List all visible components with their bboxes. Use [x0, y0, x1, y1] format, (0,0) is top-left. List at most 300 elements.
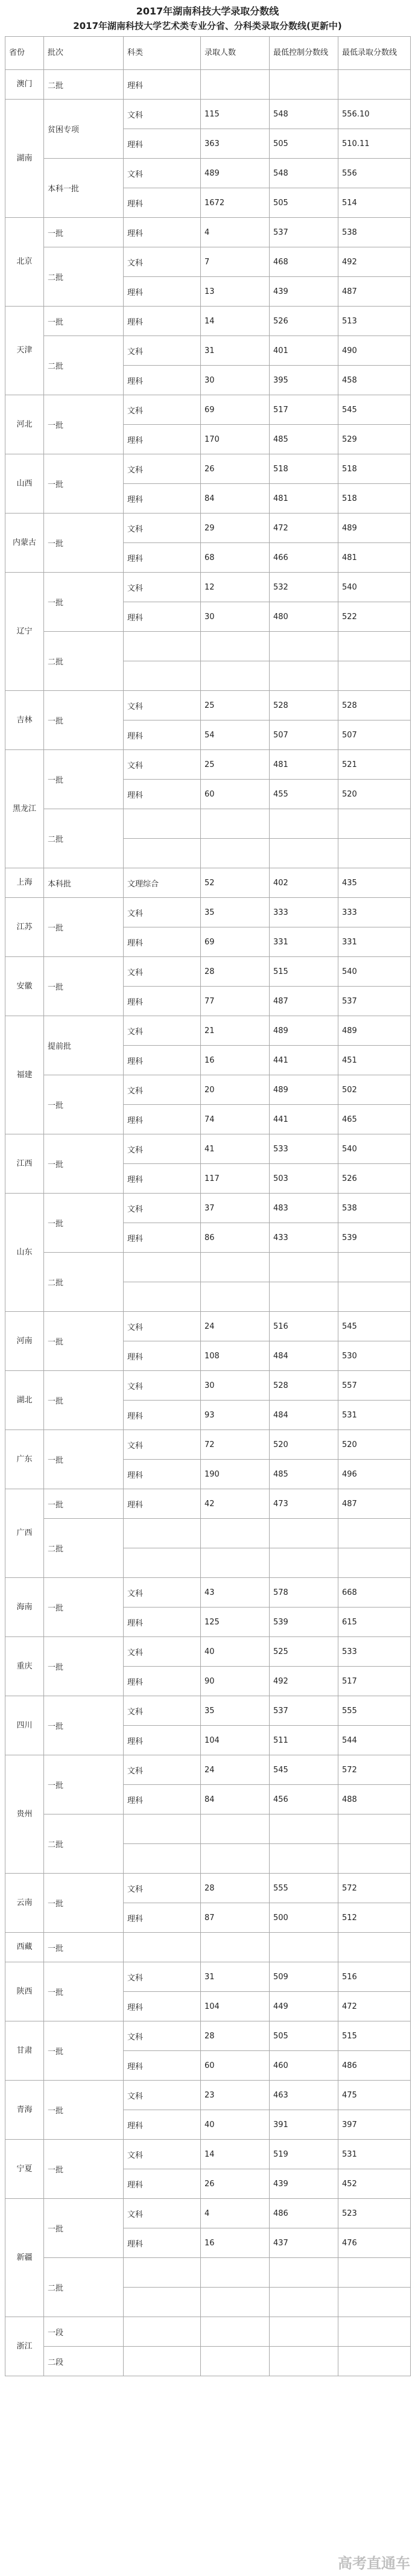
- enrolled-cell: [201, 839, 270, 868]
- control-line-cell: 528: [270, 1371, 338, 1401]
- batch-cell: 一批: [44, 1755, 124, 1814]
- subject-cell: 理科: [124, 1460, 201, 1489]
- table-row: [5, 1519, 411, 1548]
- min-score-cell: 540: [338, 1134, 411, 1164]
- min-score-cell: 668: [338, 1578, 411, 1608]
- control-line-cell: 437: [270, 2228, 338, 2258]
- control-line-cell: 516: [270, 1312, 338, 1341]
- control-line-cell: 401: [270, 336, 338, 366]
- min-score-cell: [338, 1814, 411, 1844]
- batch-cell: 一批: [44, 454, 124, 514]
- min-score-cell: 331: [338, 927, 411, 957]
- control-line-cell: [270, 1844, 338, 1874]
- subject-cell: [124, 1814, 201, 1844]
- subject-cell: 理科: [124, 425, 201, 454]
- control-line-cell: 525: [270, 1637, 338, 1667]
- enrolled-cell: 87: [201, 1903, 270, 1933]
- control-line-cell: 460: [270, 2051, 338, 2081]
- subject-cell: 理科: [124, 277, 201, 307]
- batch-cell: 二批: [44, 247, 124, 307]
- enrolled-cell: 60: [201, 780, 270, 809]
- subject-cell: 理科: [124, 1667, 201, 1696]
- enrolled-cell: 29: [201, 514, 270, 543]
- control-line-cell: [270, 1519, 338, 1548]
- enrolled-cell: 21: [201, 1016, 270, 1046]
- table-row: [5, 1962, 411, 1992]
- batch-cell: 一批: [44, 1962, 124, 2021]
- province-cell: 福建: [5, 1016, 44, 1134]
- enrolled-cell: [201, 2288, 270, 2317]
- control-line-cell: [270, 1814, 338, 1844]
- min-score-cell: 572: [338, 1755, 411, 1785]
- table-row: [5, 2140, 411, 2169]
- control-line-cell: 492: [270, 1667, 338, 1696]
- province-cell: 重庆: [5, 1637, 44, 1696]
- subject-cell: 理科: [124, 366, 201, 395]
- min-score-cell: 475: [338, 2081, 411, 2110]
- enrolled-cell: 40: [201, 1637, 270, 1667]
- min-score-cell: 520: [338, 1430, 411, 1460]
- subject-cell: 理科: [124, 1608, 201, 1637]
- subject-cell: 文科: [124, 159, 201, 188]
- control-line-cell: 503: [270, 1164, 338, 1194]
- control-line-cell: [270, 2347, 338, 2376]
- province-cell: 四川: [5, 1696, 44, 1755]
- table-row: [5, 2021, 411, 2051]
- batch-cell: 一批: [44, 750, 124, 809]
- batch-cell: 提前批: [44, 1016, 124, 1075]
- province-cell: 河南: [5, 1312, 44, 1371]
- subject-cell: 文科: [124, 2199, 201, 2228]
- min-score-cell: 545: [338, 1312, 411, 1341]
- enrolled-cell: [201, 2317, 270, 2347]
- enrolled-cell: [201, 1519, 270, 1548]
- subject-cell: 理科: [124, 987, 201, 1016]
- batch-cell: 二批: [44, 70, 124, 100]
- enrolled-cell: 108: [201, 1341, 270, 1371]
- control-line-cell: 449: [270, 1992, 338, 2021]
- control-line-cell: [270, 1282, 338, 1312]
- control-line-cell: 455: [270, 780, 338, 809]
- subject-cell: 理科: [124, 2169, 201, 2199]
- control-line-cell: [270, 1933, 338, 1962]
- min-score-cell: 490: [338, 336, 411, 366]
- province-cell: 黑龙江: [5, 750, 44, 868]
- table-row: [5, 1253, 411, 1282]
- province-cell: 安徽: [5, 957, 44, 1016]
- min-score-cell: 517: [338, 1667, 411, 1696]
- province-cell: 北京: [5, 218, 44, 307]
- province-cell: 湖南: [5, 100, 44, 218]
- subject-cell: 理科: [124, 1992, 201, 2021]
- enrolled-cell: 31: [201, 336, 270, 366]
- subject-cell: 文科: [124, 2081, 201, 2110]
- enrolled-cell: [201, 2258, 270, 2288]
- batch-cell: 一批: [44, 514, 124, 573]
- header-min-score: 最低录取分数线: [338, 37, 411, 70]
- enrolled-cell: 30: [201, 1371, 270, 1401]
- control-line-cell: 333: [270, 898, 338, 927]
- enrolled-cell: 40: [201, 2110, 270, 2140]
- enrolled-cell: 52: [201, 868, 270, 898]
- min-score-cell: 540: [338, 573, 411, 602]
- table-row: [5, 1933, 411, 1962]
- table-row: [5, 2081, 411, 2110]
- subject-cell: 文科: [124, 1696, 201, 1726]
- enrolled-cell: 35: [201, 898, 270, 927]
- enrolled-cell: 43: [201, 1578, 270, 1608]
- enrolled-cell: 28: [201, 957, 270, 987]
- enrolled-cell: 37: [201, 1194, 270, 1223]
- min-score-cell: 540: [338, 957, 411, 987]
- batch-cell: 一批: [44, 218, 124, 247]
- batch-cell: 一批: [44, 2199, 124, 2258]
- control-line-cell: [270, 632, 338, 661]
- subject-cell: 文科: [124, 100, 201, 129]
- enrolled-cell: 28: [201, 1874, 270, 1903]
- table-row: [5, 868, 411, 898]
- subject-cell: 理科: [124, 1401, 201, 1430]
- min-score-cell: 435: [338, 868, 411, 898]
- subject-cell: 理科: [124, 1903, 201, 1933]
- admission-score-table: [5, 36, 411, 2376]
- control-line-cell: 500: [270, 1903, 338, 1933]
- enrolled-cell: 69: [201, 927, 270, 957]
- header-subject: 科类: [124, 37, 201, 70]
- subject-cell: 文科: [124, 1312, 201, 1341]
- subject-cell: 文科: [124, 336, 201, 366]
- control-line-cell: 485: [270, 1460, 338, 1489]
- table-row: [5, 1371, 411, 1401]
- subject-cell: 文科: [124, 247, 201, 277]
- enrolled-cell: [201, 1933, 270, 1962]
- subject-cell: [124, 1519, 201, 1548]
- province-cell: 江西: [5, 1134, 44, 1194]
- enrolled-cell: [201, 70, 270, 100]
- enrolled-cell: 84: [201, 1785, 270, 1814]
- enrolled-cell: [201, 2347, 270, 2376]
- subject-cell: 文科: [124, 1962, 201, 1992]
- batch-cell: 一批: [44, 395, 124, 454]
- province-cell: 海南: [5, 1578, 44, 1637]
- province-cell: 青海: [5, 2081, 44, 2140]
- min-score-cell: [338, 70, 411, 100]
- enrolled-cell: 115: [201, 100, 270, 129]
- table-row: [5, 2347, 411, 2376]
- subject-cell: 文科: [124, 395, 201, 425]
- batch-cell: 一批: [44, 1430, 124, 1489]
- subject-cell: 理科: [124, 1105, 201, 1134]
- enrolled-cell: 20: [201, 1075, 270, 1105]
- enrolled-cell: 93: [201, 1401, 270, 1430]
- subject-cell: 文科: [124, 454, 201, 484]
- batch-cell: 二批: [44, 809, 124, 868]
- control-line-cell: 520: [270, 1430, 338, 1460]
- enrolled-cell: 14: [201, 307, 270, 336]
- control-line-cell: 395: [270, 366, 338, 395]
- subject-cell: 文科: [124, 1194, 201, 1223]
- enrolled-cell: 31: [201, 1962, 270, 1992]
- province-cell: 广东: [5, 1430, 44, 1489]
- province-cell: 天津: [5, 307, 44, 395]
- enrolled-cell: 24: [201, 1755, 270, 1785]
- control-line-cell: 537: [270, 1696, 338, 1726]
- enrolled-cell: 190: [201, 1460, 270, 1489]
- enrolled-cell: [201, 1253, 270, 1282]
- control-line-cell: 518: [270, 454, 338, 484]
- min-score-cell: [338, 1282, 411, 1312]
- control-line-cell: 486: [270, 2199, 338, 2228]
- subject-cell: 理科: [124, 1341, 201, 1371]
- min-score-cell: 510.11: [338, 129, 411, 159]
- batch-cell: 一批: [44, 1134, 124, 1194]
- table-row: [5, 898, 411, 927]
- subject-cell: 文科: [124, 1134, 201, 1164]
- control-line-cell: 526: [270, 307, 338, 336]
- enrolled-cell: 41: [201, 1134, 270, 1164]
- control-line-cell: [270, 2317, 338, 2347]
- header-batch: 批次: [44, 37, 124, 70]
- table-row: [5, 573, 411, 602]
- subject-cell: 理科: [124, 70, 201, 100]
- batch-cell: 一批: [44, 2081, 124, 2140]
- min-score-cell: 544: [338, 1726, 411, 1755]
- control-line-cell: 441: [270, 1105, 338, 1134]
- subject-cell: 理科: [124, 780, 201, 809]
- control-line-cell: [270, 1253, 338, 1282]
- province-cell: 贵州: [5, 1755, 44, 1874]
- province-cell: 湖北: [5, 1371, 44, 1430]
- subject-cell: 文科: [124, 1578, 201, 1608]
- control-line-cell: 439: [270, 2169, 338, 2199]
- control-line-cell: 484: [270, 1401, 338, 1430]
- subject-cell: [124, 661, 201, 691]
- min-score-cell: 516: [338, 1962, 411, 1992]
- min-score-cell: 557: [338, 1371, 411, 1401]
- min-score-cell: 539: [338, 1223, 411, 1253]
- table-row: [5, 1874, 411, 1903]
- control-line-cell: 481: [270, 484, 338, 514]
- batch-cell: 二批: [44, 1253, 124, 1312]
- control-line-cell: 489: [270, 1016, 338, 1046]
- batch-cell: 一批: [44, 691, 124, 750]
- enrolled-cell: 23: [201, 2081, 270, 2110]
- min-score-cell: 496: [338, 1460, 411, 1489]
- control-line-cell: 331: [270, 927, 338, 957]
- min-score-cell: 397: [338, 2110, 411, 2140]
- province-cell: 内蒙古: [5, 514, 44, 573]
- control-line-cell: 505: [270, 2021, 338, 2051]
- subject-cell: 理科: [124, 1223, 201, 1253]
- min-score-cell: 533: [338, 1637, 411, 1667]
- control-line-cell: 511: [270, 1726, 338, 1755]
- subject-cell: 文科: [124, 1075, 201, 1105]
- table-row: [5, 70, 411, 100]
- min-score-cell: 545: [338, 395, 411, 425]
- batch-cell: 二批: [44, 1519, 124, 1578]
- min-score-cell: 537: [338, 987, 411, 1016]
- enrolled-cell: 68: [201, 543, 270, 573]
- min-score-cell: 492: [338, 247, 411, 277]
- province-cell: 浙江: [5, 2317, 44, 2376]
- enrolled-cell: 16: [201, 1046, 270, 1075]
- min-score-cell: 488: [338, 1785, 411, 1814]
- min-score-cell: [338, 809, 411, 839]
- min-score-cell: [338, 2258, 411, 2288]
- min-score-cell: 520: [338, 780, 411, 809]
- subject-cell: 文科: [124, 2021, 201, 2051]
- subject-cell: [124, 1253, 201, 1282]
- subject-cell: 文科: [124, 1371, 201, 1401]
- enrolled-cell: 12: [201, 573, 270, 602]
- batch-cell: 一批: [44, 1371, 124, 1430]
- subject-cell: [124, 1844, 201, 1874]
- enrolled-cell: 35: [201, 1696, 270, 1726]
- province-cell: 广西: [5, 1489, 44, 1578]
- control-line-cell: 548: [270, 159, 338, 188]
- enrolled-cell: [201, 1548, 270, 1578]
- enrolled-cell: 26: [201, 454, 270, 484]
- min-score-cell: 502: [338, 1075, 411, 1105]
- table-row: [5, 1016, 411, 1046]
- enrolled-cell: 28: [201, 2021, 270, 2051]
- control-line-cell: 391: [270, 2110, 338, 2140]
- batch-cell: 二段: [44, 2347, 124, 2376]
- province-cell: 辽宁: [5, 573, 44, 691]
- enrolled-cell: 4: [201, 218, 270, 247]
- subject-cell: 理科: [124, 484, 201, 514]
- table-row: [5, 1489, 411, 1519]
- table-body: [5, 70, 411, 2376]
- control-line-cell: 578: [270, 1578, 338, 1608]
- control-line-cell: 528: [270, 691, 338, 720]
- min-score-cell: 555: [338, 1696, 411, 1726]
- province-cell: 宁夏: [5, 2140, 44, 2199]
- min-score-cell: 487: [338, 1489, 411, 1519]
- min-score-cell: 572: [338, 1874, 411, 1903]
- control-line-cell: 515: [270, 957, 338, 987]
- control-line-cell: 509: [270, 1962, 338, 1992]
- batch-cell: 一批: [44, 957, 124, 1016]
- min-score-cell: 528: [338, 691, 411, 720]
- subject-cell: 文科: [124, 957, 201, 987]
- control-line-cell: [270, 2258, 338, 2288]
- enrolled-cell: 77: [201, 987, 270, 1016]
- min-score-cell: 465: [338, 1105, 411, 1134]
- enrolled-cell: [201, 1282, 270, 1312]
- enrolled-cell: 117: [201, 1164, 270, 1194]
- table-row: [5, 1075, 411, 1105]
- subject-cell: 理科: [124, 307, 201, 336]
- min-score-cell: 521: [338, 750, 411, 780]
- enrolled-cell: 69: [201, 395, 270, 425]
- min-score-cell: 472: [338, 1992, 411, 2021]
- table-row: [5, 1134, 411, 1164]
- control-line-cell: 545: [270, 1755, 338, 1785]
- batch-cell: 一段: [44, 2317, 124, 2347]
- control-line-cell: [270, 70, 338, 100]
- control-line-cell: 555: [270, 1874, 338, 1903]
- min-score-cell: [338, 1844, 411, 1874]
- province-cell: 山东: [5, 1194, 44, 1312]
- province-cell: 陕西: [5, 1962, 44, 2021]
- enrolled-cell: 16: [201, 2228, 270, 2258]
- control-line-cell: 537: [270, 218, 338, 247]
- min-score-cell: 529: [338, 425, 411, 454]
- enrolled-cell: [201, 1844, 270, 1874]
- batch-cell: 一批: [44, 1312, 124, 1371]
- batch-cell: 一批: [44, 1874, 124, 1933]
- subject-cell: 文科: [124, 1430, 201, 1460]
- province-cell: 新疆: [5, 2199, 44, 2317]
- enrolled-cell: 489: [201, 159, 270, 188]
- subject-cell: 理科: [124, 602, 201, 632]
- enrolled-cell: [201, 661, 270, 691]
- header-enrolled: 录取人数: [201, 37, 270, 70]
- min-score-cell: [338, 839, 411, 868]
- enrolled-cell: 363: [201, 129, 270, 159]
- control-line-cell: 505: [270, 188, 338, 218]
- control-line-cell: 484: [270, 1341, 338, 1371]
- enrolled-cell: 30: [201, 366, 270, 395]
- subject-cell: 理科: [124, 188, 201, 218]
- table-row: [5, 218, 411, 247]
- control-line-cell: 441: [270, 1046, 338, 1075]
- control-line-cell: [270, 2288, 338, 2317]
- subject-cell: 理科: [124, 720, 201, 750]
- min-score-cell: 333: [338, 898, 411, 927]
- header-control-line: 最低控制分数线: [270, 37, 338, 70]
- subject-cell: [124, 2258, 201, 2288]
- table-row: [5, 1312, 411, 1341]
- table-row: [5, 307, 411, 336]
- enrolled-cell: 25: [201, 691, 270, 720]
- control-line-cell: 548: [270, 100, 338, 129]
- document-subtitle: 2017年湖南科技大学艺术类专业分省、分科类录取分数线(更新中): [73, 21, 342, 31]
- subject-cell: 理科: [124, 1489, 201, 1519]
- control-line-cell: [270, 839, 338, 868]
- province-cell: 云南: [5, 1874, 44, 1933]
- province-cell: 甘肃: [5, 2021, 44, 2081]
- subject-cell: 理科: [124, 543, 201, 573]
- min-score-cell: 452: [338, 2169, 411, 2199]
- subject-cell: [124, 2317, 201, 2347]
- control-line-cell: 539: [270, 1608, 338, 1637]
- batch-cell: 一批: [44, 2021, 124, 2081]
- subject-cell: 文科: [124, 1755, 201, 1785]
- table-row: [5, 1755, 411, 1785]
- table-row: [5, 159, 411, 188]
- enrolled-cell: 4: [201, 2199, 270, 2228]
- batch-cell: 二批: [44, 632, 124, 691]
- min-score-cell: 522: [338, 602, 411, 632]
- enrolled-cell: 7: [201, 247, 270, 277]
- subject-cell: [124, 1548, 201, 1578]
- control-line-cell: 463: [270, 2081, 338, 2110]
- enrolled-cell: 26: [201, 2169, 270, 2199]
- table-row: [5, 2258, 411, 2288]
- enrolled-cell: 74: [201, 1105, 270, 1134]
- min-score-cell: 514: [338, 188, 411, 218]
- batch-cell: 一批: [44, 898, 124, 957]
- min-score-cell: 518: [338, 454, 411, 484]
- subject-cell: 文科: [124, 750, 201, 780]
- enrolled-cell: 1672: [201, 188, 270, 218]
- control-line-cell: 507: [270, 720, 338, 750]
- min-score-cell: [338, 1548, 411, 1578]
- province-cell: 江苏: [5, 898, 44, 957]
- batch-cell: 一批: [44, 1637, 124, 1696]
